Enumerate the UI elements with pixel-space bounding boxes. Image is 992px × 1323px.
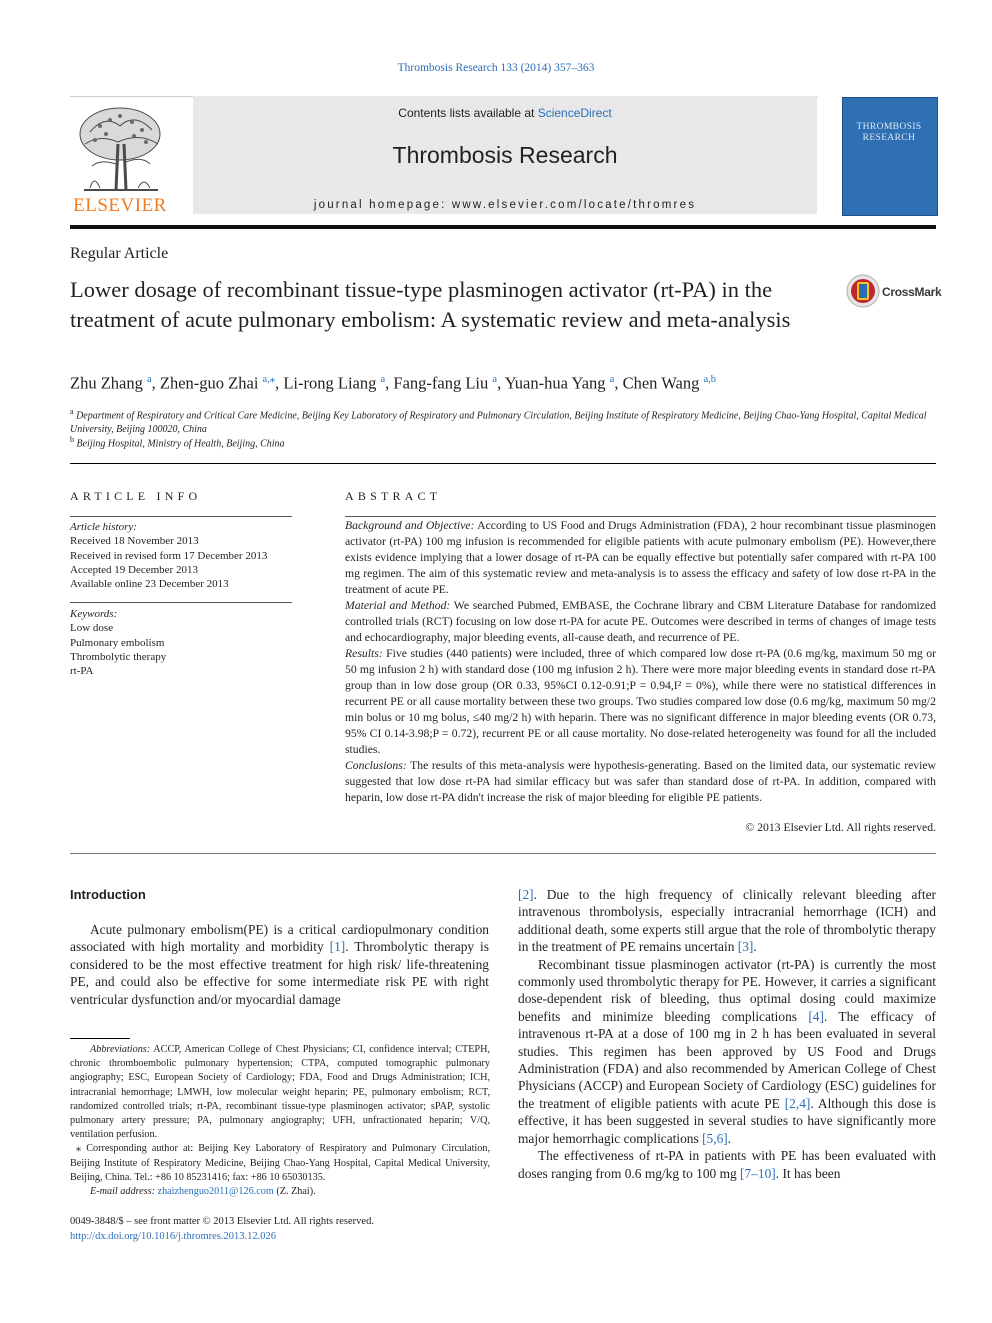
body-text: . [727,1130,732,1146]
keywords-label: Keywords: [70,608,118,620]
author-list: Zhu Zhang $^a$, Zhen-guo Zhai $^{a,⁎}$, Li-rong Liang $^a$, Fang-fang Liu $^a$, Yuan-hua Yang $^a$, Chen Wang $^{a,b}$ [70,373,716,393]
keywords-rule [70,602,292,603]
author-name[interactable]: Fang-fang Liu [393,373,489,393]
abstract-rule [345,516,936,517]
author-affiliation-mark[interactable]: a [380,374,386,385]
email-footnote [70,1185,490,1199]
author-name[interactable]: Li-rong Liang [283,373,377,393]
header-rule [70,225,936,229]
affiliation-mark: a [70,407,74,416]
author-affiliation-mark[interactable]: a [609,374,615,385]
body-left-column [70,921,489,1008]
corresponding-author-footnote: ⁎ Corresponding author at: Beijing Key Laboratory of Respiratory and Pulmonary Circulation, Beijing Institute of Respiratory Medicine, Beijing Chao-Yang Hospital, Capital Medical University, Beijing, China. Tel.: +86 10 85231416; fax: +86 10 65030135. [70,1143,490,1183]
author-affiliation-mark[interactable]: a [492,374,498,385]
journal-homepage[interactable]: journal homepage: www.elsevier.com/locate/thromres [313,199,697,211]
body-text: Acute pulmonary embolism(PE) is a critical cardiopulmonary condition associated with high mortality and morbidity [70,922,489,955]
reference-link-2[interactable]: [2] [518,887,534,902]
crossmark-label[interactable]: CrossMark [882,285,942,299]
abstract-conclusions [345,758,936,806]
author-affiliation-mark[interactable]: a [146,374,152,385]
abstract-results-label: Results: [345,647,383,660]
intro-paragraph-2 [518,956,936,1147]
abstract-results [345,646,936,758]
abbreviations-footnote [70,1043,490,1142]
author-email-link[interactable]: zhaizhenguo2011@126.com [157,1186,274,1198]
journal-cover-image[interactable] [842,97,938,216]
keyword: Low dose [70,622,114,635]
author-name[interactable]: Zhen-guo Zhai [159,373,259,393]
issn-block [70,1214,374,1244]
article-info-heading: ARTICLE INFO [70,489,202,503]
affiliation-mark: b [70,435,74,444]
abstract-conclusions-label: Conclusions: [345,759,407,772]
email-suffix: (Z. Zhai). [273,1186,316,1198]
affiliation-text: Beijing Hospital, Ministry of Health, Beijing, China [76,438,285,450]
abstract-methods-label: Material and Method: [345,599,451,612]
body-text: . It has been [775,1165,841,1181]
body-text: . Due to the high frequency of clinically relevant bleeding after intravenous thrombolysis, especially intracranial hemorrhage (ICH) and additional death, some experts still argue that the role of thrombolytic therapy in the treatment of PE remains uncertain [518,887,936,955]
body-text: Recombinant tissue plasminogen activator (rt-PA) is currently the most commonly used thrombolytic therapy for PE. However, it carries a significant dose-dependent risk of bleeding, thus optimal dosing could maximize benefits and minimize bleeding complications [518,956,936,1024]
keyword: Thrombolytic therapy [70,650,167,663]
body-text: . The efficacy of intravenous rt-PA at a dose of 100 mg in 2 h has been evaluated in several studies. This regimen has been approved by US Food and Drugs Administration (FDA) and also recommended by American College of Chest Physicians (ACCP) and European Society of Cardiology (ESC) guidelines for the treatment of eligible patients with acute PE [518,1008,936,1111]
history-accepted: Accepted 19 December 2013 [70,563,198,576]
section-rule [70,463,936,464]
article-type: Regular Article [70,245,169,262]
abstract-results-text: Five studies (440 patients) were included, three of which compared low dose rt-PA (0.6 mg/kg, maximum 50 mg or 50 mg infusion 2 h) with standard dose (100 mg infusion 2 h). There were more major bleeding events in standard dose rt-PA group than in low dose group (OR 0.33, 95%CI 0.12-0.91;P = 0.94,I² = 0%), while there were no statistical differences in recurrent PE or all cause mortality between these two groups. Two studies compared low dose (0.6 mg/kg, maximum 50 mg/2 min bolus or 10 mg bolus, ≤40 mg/2 h) with heparin. There was no significant difference in major bleeding events (OR 0.73, 95% CI 0.14-3.98;P = 0.72), recurrent PE or all cause mortality. No dose-related heterogeneity was found for all the included studies. [345,647,936,756]
reference-link-1[interactable]: [1] [329,939,346,955]
history-revised: Received in revised form 17 December 2013 [70,549,268,562]
affiliation-text: Department of Respiratory and Critical Care Medicine, Beijing Key Laboratory of Respiratory and Pulmonary Circulation, Beijing Institute of Respiratory Medicine, Beijing Chao-Yang Hospital, Capital Medical University, Beijing 100020, China [70,410,927,436]
author-name[interactable]: Chen Wang [622,373,700,393]
body-text: . Although this dose is effective, it has been suggested in several studies to have significantly more major hemorrhagic complications [518,1095,936,1146]
reference-link-5-6[interactable]: [5,6] [702,1130,728,1146]
journal-title: Thrombosis Research [392,142,618,168]
body-text: . [753,939,757,955]
body-text: . Thrombolytic therapy is considered to be the most effective treatment for high risk/ life-threatening PE, and could also be effective for some intermediate risk PE with right ventricular dysfunction and/or myocardial damage [70,939,489,1007]
reference-link-4[interactable]: [4] [808,1008,824,1024]
footnote-rule [70,1038,130,1039]
cover-title: THROMBOSIS RESEARCH [856,122,922,143]
abbreviations-text: ACCP, American College of Chest Physicians; CI, confidence interval; CTEPH, chronic thromboembolic pulmonary hypertension; CTPA, computed tomographic pulmonary angiography; ESC, European Society of Cardiology; FDA, Food and Drugs Administration; ICH, intracranial hemorrhage; LMWH, low molecular weight heparin; PE, pulmonary embolism; RCT, randomized controlled trials; rt-PA, recombinant tissue-type plasminogen activator; sPAP, systolic pulmonary artery pressure; PA, pulmonary angiography; UFH, unfractionated heparin; V/Q, ventilation perfusion. [70,1044,490,1141]
contents-prefix: Contents lists available at [398,106,538,120]
abstract-bottom-rule [70,853,936,854]
abstract-body [345,518,936,806]
abstract-methods [345,598,936,646]
keyword: rt-PA [70,665,94,678]
abstract-conclusions-text: The results of this meta-analysis were hypothesis-generating. Based on the limited data, our systematic review suggested that low dose rt-PA had similar efficacy but was safer than standard dose of rt-PA. In addition, compared with heparin, low dose rt-PA didn't increase the risk of major bleeding for eligible PE patients. [345,759,936,804]
keyword: Pulmonary embolism [70,636,165,649]
intro-paragraph-3 [518,1147,936,1182]
contents-line [193,106,817,120]
article-info-rule [70,516,292,517]
intro-paragraph-1-continued [518,886,936,956]
abstract-heading: ABSTRACT [345,489,442,503]
abstract-background [345,518,936,598]
reference-link-7-10[interactable]: [7–10] [740,1165,776,1181]
abstract-copyright: © 2013 Elsevier Ltd. All rights reserved. [745,821,936,834]
reference-link-3[interactable]: [3] [737,939,754,955]
crossmark-icon[interactable] [846,274,880,308]
keywords [70,607,292,678]
intro-paragraph-1 [70,921,489,1008]
history-online: Available online 23 December 2013 [70,578,229,591]
body-right-column [518,886,936,1182]
sciencedirect-link[interactable]: ScienceDirect [537,106,612,120]
journal-citation-link[interactable]: Thrombosis Research 133 (2014) 357–363 [397,62,595,74]
history-received: Received 18 November 2013 [70,535,199,548]
author-name[interactable]: Zhu Zhang [70,373,143,393]
author-name[interactable]: Yuan-hua Yang [504,373,606,393]
article-history-label: Article history: [70,521,137,533]
author-affiliation-mark[interactable]: a,b [703,374,716,385]
issn-line: 0049-3848/$ – see front matter © 2013 Elsevier Ltd. All rights reserved. [70,1216,374,1227]
doi-link[interactable]: http://dx.doi.org/10.1016/j.thromres.2013.12.026 [70,1231,277,1242]
abbreviations-label: Abbreviations: [90,1044,151,1055]
article-title: Lower dosage of recombinant tissue-type plasminogen activator (rt-PA) in the treatment of acute pulmonary embolism: A systematic review and meta-analysis [70,277,791,332]
introduction-heading: Introduction [70,887,146,902]
reference-link-2-4[interactable]: [2,4] [784,1095,811,1111]
elsevier-wordmark: ELSEVIER [73,195,167,216]
abstract-background-label: Background and Objective: [345,519,475,532]
abstract-background-text: According to US Food and Drugs Administration (FDA), 2 hour recombinant tissue plasminogen activator (rt-PA) 100 mg infusion is recommended for eligible patients with acute pulmonary embolism (PE). However,there exists evidence implying that a lower dosage of rt-PA can be equally effective but potentially safer compared with rt-PA 100 mg regimen. The aim of this systematic review and meta-analysis is to assess the efficacy and safety of low dose rt-PA in the treatment of acute PE. [345,519,936,596]
footnotes [70,1043,490,1199]
affiliation-b [70,433,936,451]
article-history [70,520,292,591]
abstract-methods-text: We searched Pubmed, EMBASE, the Cochrane library and CBM Literature Database for randomized controlled trials (RCT) focusing on low dose rt-PA for acute PE. Outcomes were described in terms of changes of image tests and echocardiography, major bleeding events, all-cause death, and recurrence of PE. [345,599,936,644]
body-text: The effectiveness of rt-PA in patients with PE has been evaluated with doses ranging from 0.6 mg/kg to 100 mg [518,1148,936,1181]
email-label: E-mail address: [90,1186,155,1198]
author-affiliation-mark[interactable]: a,⁎ [262,374,276,385]
